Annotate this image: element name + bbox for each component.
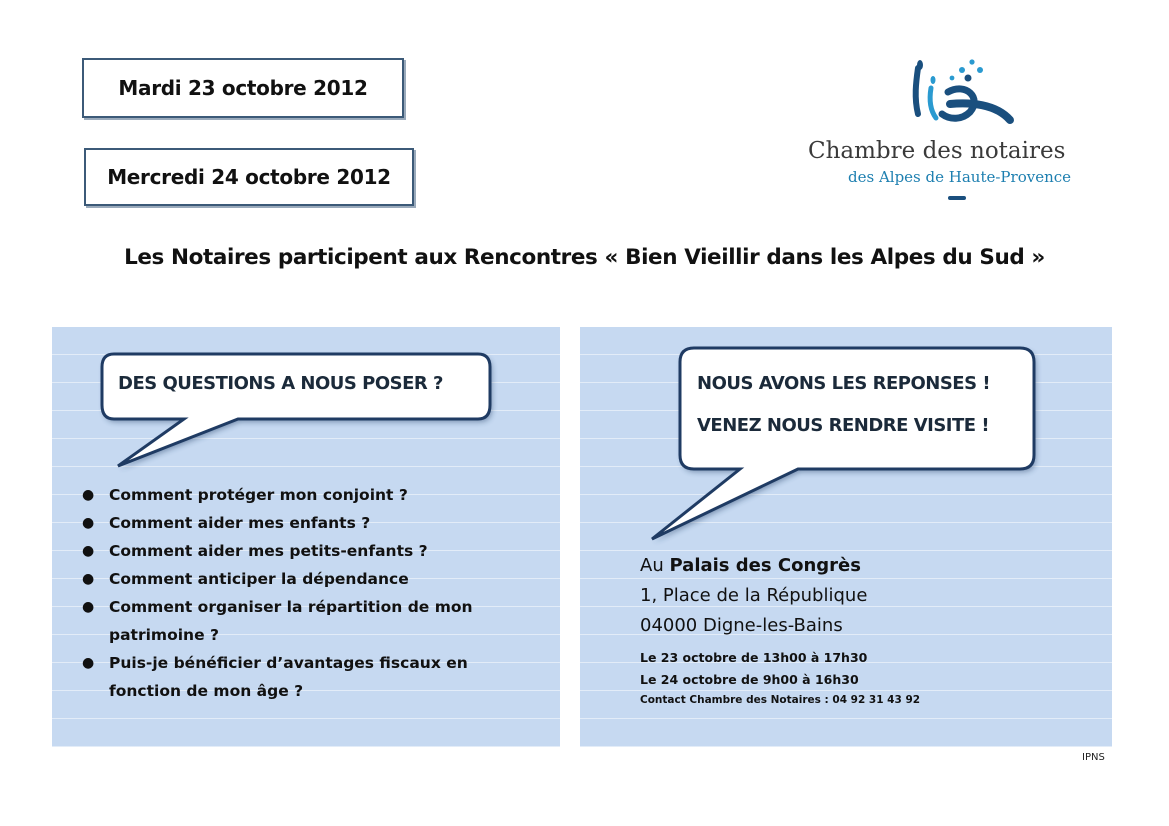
- speech-bubble-left: [52, 327, 560, 477]
- list-item: ● Puis-je bénéficier d’avantages fiscaux en fonction de mon âge ?: [82, 649, 542, 705]
- logo-subtitle: des Alpes de Haute-Provence: [848, 168, 1072, 186]
- contact-line: Contact Chambre des Notaires : 04 92 31 43 92: [640, 694, 921, 706]
- speech-bubble-right: [580, 327, 1112, 547]
- bubble-right-line2: VENEZ NOUS RENDRE VISITE !: [697, 415, 990, 436]
- street-line: 1, Place de la République: [640, 585, 868, 606]
- bullet-icon: ●: [82, 599, 95, 615]
- venue-name: Palais des Congrès: [669, 555, 861, 576]
- list-item: ● Comment protéger mon conjoint ?: [82, 481, 542, 509]
- list-item: ● Comment anticiper la dépendance: [82, 565, 542, 593]
- questions-panel: [52, 327, 560, 747]
- list-item: ● Comment organiser la répartition de mon patrimoine ?: [82, 593, 542, 649]
- hours-day2: Le 24 octobre de 9h00 à 16h30: [640, 672, 859, 687]
- list-item: ● Comment aider mes enfants ?: [82, 509, 542, 537]
- chambre-notaires-logo: [800, 58, 1110, 208]
- date-box-day1: [82, 58, 404, 118]
- date-day2-text: Mercredi 24 octobre 2012: [107, 165, 391, 189]
- bullet-icon: ●: [82, 571, 95, 587]
- venue-line: Au Palais des Congrès: [640, 555, 861, 576]
- logo-title: Chambre des notaires: [808, 138, 1066, 164]
- hours-day1: Le 23 octobre de 13h00 à 17h30: [640, 650, 868, 665]
- notaires-people-icon: [800, 58, 1110, 138]
- bullet-icon: ●: [82, 543, 95, 559]
- event-address: [640, 551, 920, 709]
- logo-dash: [948, 196, 966, 200]
- page-headline: Les Notaires participent aux Rencontres « Bien Vieillir dans les Alpes du Sud »: [124, 245, 1045, 270]
- bullet-icon: ●: [82, 487, 95, 503]
- answers-panel: [580, 327, 1112, 747]
- date-box-day2: [84, 148, 414, 206]
- city-line: 04000 Digne-les-Bains: [640, 615, 843, 636]
- bullet-icon: ●: [82, 515, 95, 531]
- bubble-right-line1: NOUS AVONS LES REPONSES !: [697, 373, 991, 394]
- bullet-icon: ●: [82, 655, 95, 671]
- list-item: ● Comment aider mes petits-enfants ?: [82, 537, 542, 565]
- date-day1-text: Mardi 23 octobre 2012: [118, 76, 368, 100]
- ipns-label: IPNS: [1082, 752, 1105, 763]
- questions-list: [82, 481, 542, 705]
- bubble-left-text: DES QUESTIONS A NOUS POSER ?: [118, 373, 443, 394]
